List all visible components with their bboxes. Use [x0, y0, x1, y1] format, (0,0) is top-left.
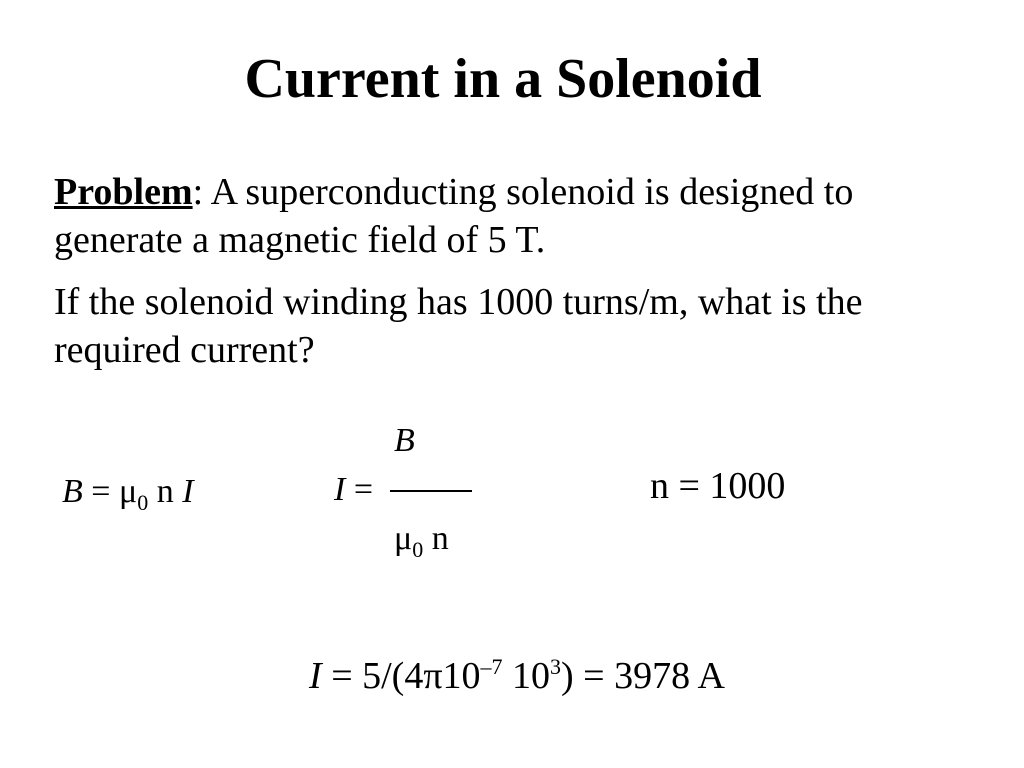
den-n: n — [423, 520, 449, 557]
slide-title: Current in a Solenoid — [244, 48, 762, 110]
final-current-symbol: I — [309, 655, 322, 697]
final-exponent-2: 3 — [550, 654, 562, 679]
final-part3: ) = 3978 A — [561, 655, 725, 697]
turns-value: n = 1000 — [650, 465, 786, 507]
problem-statement — [54, 168, 984, 264]
den-mu-subscript: 0 — [412, 537, 424, 562]
fraction-denominator — [394, 519, 449, 562]
field-n: n — [148, 473, 183, 510]
current-equals: = — [345, 471, 374, 508]
current-symbol: I — [334, 471, 346, 508]
question-text: If the solenoid winding has 1000 turns/m, what is the required current? — [54, 281, 863, 371]
current-equation-lhs — [334, 470, 373, 510]
field-equation — [62, 472, 194, 515]
den-mu-symbol: μ — [394, 520, 413, 557]
field-current-symbol: I — [182, 473, 194, 510]
fraction-numerator: B — [394, 422, 415, 459]
final-exponent-1: –7 — [480, 654, 503, 679]
mu-subscript: 0 — [137, 490, 149, 515]
field-equals: = — [82, 473, 119, 510]
final-part1: = 5/(4π10 — [321, 655, 481, 697]
final-calculation — [0, 654, 1024, 698]
problem-text: : A superconducting solenoid is designed to generate a magnetic field of 5 T. — [54, 171, 854, 261]
mu-symbol: μ — [118, 473, 138, 510]
field-symbol-b: B — [62, 473, 83, 510]
fraction-bar — [390, 490, 472, 492]
final-part2: 10 — [502, 655, 551, 697]
problem-label: Problem — [54, 171, 193, 213]
